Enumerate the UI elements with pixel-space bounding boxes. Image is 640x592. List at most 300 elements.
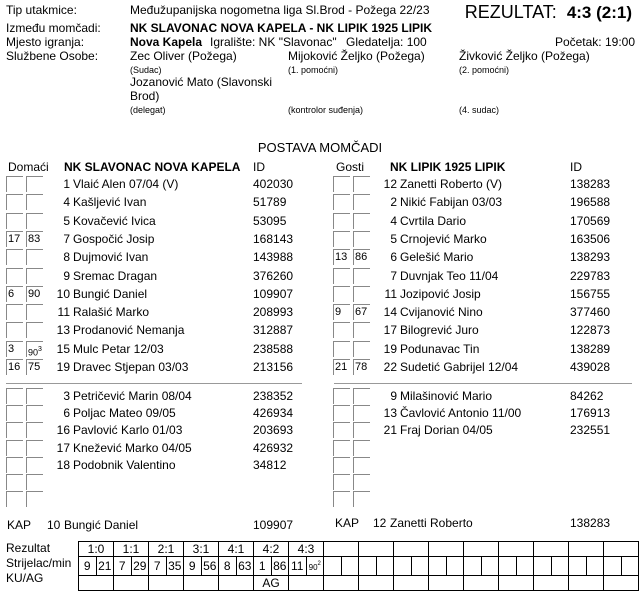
- goal-score: [429, 542, 464, 557]
- minute-box-b: [353, 405, 370, 421]
- player-id: 402030: [253, 177, 294, 191]
- minute-box-b: 83: [26, 231, 43, 247]
- goal-minute: [551, 557, 569, 576]
- minute-box-a: [333, 213, 350, 229]
- goal-score: 1:0: [79, 542, 114, 557]
- minute-box-a: [333, 286, 350, 302]
- player-number: 17: [56, 440, 70, 455]
- goal-scorer: 8: [219, 557, 237, 576]
- goal-score: 3:1: [184, 542, 219, 557]
- minute-box-b: [26, 388, 43, 404]
- player-id: 376260: [253, 268, 294, 283]
- minute-box-b: [26, 194, 43, 210]
- player-number: 15: [56, 341, 70, 356]
- minute-box-b: 90: [26, 286, 43, 302]
- player-name: Vlaić Alen 07/04 (V): [73, 177, 179, 191]
- minute-box-b: [26, 457, 43, 473]
- goal-score: [324, 542, 359, 557]
- minute-box-b: 67: [353, 304, 370, 320]
- player-row: [333, 303, 633, 321]
- player-row: [6, 340, 306, 358]
- away-id-header: ID: [570, 160, 582, 174]
- goal-scorer: [499, 557, 517, 576]
- player-number: 6: [63, 406, 70, 421]
- player-number: 9: [63, 268, 70, 283]
- player-name: Pavlović Karlo 01/03: [73, 423, 183, 438]
- player-number: 12: [383, 177, 397, 191]
- player-name: Kovačević Ivica: [73, 213, 156, 228]
- goal-minute: [306, 557, 324, 576]
- player-id: 196588: [570, 195, 611, 210]
- player-id: 439028: [570, 360, 611, 374]
- player-number: 13: [383, 406, 397, 421]
- player-row: [6, 230, 306, 248]
- scorer-row-label: Strijelac/min: [6, 556, 72, 570]
- goal-score: [464, 542, 499, 557]
- goal-scorer: [429, 557, 447, 576]
- minute-box-a: [333, 474, 350, 490]
- player-id: 377460: [570, 305, 611, 320]
- player-id: 238352: [253, 389, 294, 403]
- goal-scorer: 1: [254, 557, 272, 576]
- venue-label: Mjesto igranja:: [6, 35, 85, 49]
- minute-box-a: [333, 422, 350, 438]
- minute-box-a: [333, 440, 350, 456]
- player-name: Poljac Mateo 09/05: [73, 406, 176, 421]
- player-number: 1: [63, 177, 70, 191]
- player-id: 138289: [570, 341, 611, 356]
- player-row: [333, 421, 633, 439]
- goal-scorer: [604, 557, 622, 576]
- player-number: 7: [390, 268, 397, 283]
- player-number: 17: [383, 323, 397, 338]
- goal-note: [79, 576, 114, 591]
- player-id: 156755: [570, 286, 611, 301]
- minute-box-a: [6, 176, 23, 192]
- minute-box-a: [6, 457, 23, 473]
- player-number: 10: [56, 286, 70, 301]
- player-id: 213156: [253, 360, 294, 374]
- match-type-label: Tip utakmice:: [6, 3, 77, 17]
- minute-box-a: [6, 194, 23, 210]
- player-number: 8: [63, 250, 70, 265]
- away-divider: [334, 383, 632, 384]
- minute-box-a: [6, 249, 23, 265]
- official-delegate-role: (delegat): [130, 105, 166, 115]
- minute-box-b: [26, 341, 43, 357]
- player-name: Kašljević Ivan: [73, 195, 147, 210]
- goal-minute: [516, 557, 534, 576]
- official-controller-role: (kontrolor suđenja): [288, 105, 364, 115]
- player-number: 22: [383, 360, 397, 374]
- player-name: Čavlović Antonio 11/00: [400, 406, 522, 421]
- minute-box-b: [353, 457, 370, 473]
- player-id: 238588: [253, 341, 294, 356]
- away-captain-number: 12: [373, 516, 387, 530]
- minute-box-b: [353, 231, 370, 247]
- minute-box-b: [26, 268, 43, 284]
- goal-scorer: [394, 557, 412, 576]
- player-row: [333, 439, 633, 457]
- goal-minute: [621, 557, 639, 576]
- player-id: 51789: [253, 195, 287, 210]
- minute-box-a: [6, 405, 23, 421]
- player-number: 11: [57, 305, 70, 320]
- player-name: Milašinović Mario: [400, 389, 493, 403]
- minute-box-b: 86: [353, 249, 370, 265]
- player-row: [6, 456, 306, 474]
- player-id: 138283: [570, 177, 611, 191]
- score-row-label: Rezultat: [6, 541, 51, 555]
- player-number: 6: [390, 250, 397, 265]
- goal-score: 4:2: [254, 542, 289, 557]
- player-row: [6, 421, 306, 439]
- minute-box-a: [333, 322, 350, 338]
- player-row: [6, 404, 306, 422]
- minute-box-a: 9: [333, 304, 350, 320]
- player-name: Gospočić Josip: [73, 231, 155, 246]
- player-name: Sudetić Gabrijel 12/04: [400, 360, 519, 374]
- goal-minute: [481, 557, 499, 576]
- goal-minute: 21: [96, 557, 114, 576]
- player-row: [333, 321, 633, 339]
- player-name: Podunavac Tin: [400, 341, 480, 356]
- note-row-label: KU/AG: [6, 571, 44, 585]
- goal-score: [499, 542, 534, 557]
- goal-note: [394, 576, 429, 591]
- official-referee: Zec Oliver (Požega): [130, 49, 237, 63]
- goal-scorer: [534, 557, 552, 576]
- goal-minute: 35: [166, 557, 184, 576]
- player-id: 229783: [570, 268, 611, 283]
- player-name: Bilogrević Juro: [400, 323, 479, 338]
- result-label: REZULTAT:: [464, 2, 557, 22]
- minute-extra: 3: [38, 345, 42, 353]
- official-assistant-1: Mijoković Željko (Požega): [288, 49, 425, 63]
- minute-box-a: [6, 422, 23, 438]
- player-row: [6, 212, 306, 230]
- official-delegate: Jozanović Mato (Slavonski: [130, 75, 273, 89]
- player-name: Sremac Dragan: [73, 268, 158, 283]
- away-captain-id: 138283: [570, 516, 611, 530]
- goal-minute: [446, 557, 464, 576]
- minute-box-b: [26, 422, 43, 438]
- minute-box-b: [353, 474, 370, 490]
- player-name: Bungić Daniel: [73, 286, 148, 301]
- goal-note: [359, 576, 394, 591]
- venue-value: Nova Kapela: [130, 35, 203, 49]
- player-row: [333, 358, 633, 376]
- minute-value: 90: [28, 347, 39, 358]
- minute-box-a: [6, 304, 23, 320]
- goal-scorer: 11: [289, 557, 307, 576]
- player-row: [6, 285, 306, 303]
- goal-note: [149, 576, 184, 591]
- player-row: [333, 340, 633, 358]
- result: [465, 2, 632, 23]
- goal-minute: [341, 557, 359, 576]
- minute-box-b: [353, 388, 370, 404]
- home-captain-id: 109907: [253, 518, 294, 532]
- player-row: [333, 387, 633, 405]
- minute-box-a: [333, 388, 350, 404]
- minute-box-b: 78: [353, 359, 370, 375]
- goal-minute: [411, 557, 429, 576]
- player-row: [333, 490, 633, 508]
- minute-box-a: 3: [6, 341, 23, 357]
- minute-box-b: [26, 322, 43, 338]
- goal-note: [324, 576, 359, 591]
- officials-label: Službene Osobe:: [6, 49, 99, 63]
- goals-table: [78, 541, 639, 591]
- kickoff-time: Početak: 19:00: [554, 35, 635, 49]
- official-assistant-2: Živković Željko (Požega): [459, 49, 590, 63]
- goal-score: [569, 542, 604, 557]
- minute-box-a: [333, 405, 350, 421]
- minute-box-b: [353, 194, 370, 210]
- player-number: 2: [390, 195, 397, 210]
- goal-minute-extra: 2: [317, 561, 321, 567]
- official-fourth-role: (4. sudac): [459, 105, 500, 115]
- player-name: Gelešić Mario: [400, 250, 474, 265]
- minute-box-a: [6, 388, 23, 404]
- player-id: 203693: [253, 423, 294, 438]
- player-row: [333, 456, 633, 474]
- player-number: 18: [56, 457, 70, 472]
- goal-note: [604, 576, 639, 591]
- minute-box-a: 16: [6, 359, 23, 375]
- minute-box-b: [26, 440, 43, 456]
- minute-box-b: [353, 491, 370, 507]
- goal-scorer: [464, 557, 482, 576]
- player-number: 19: [383, 341, 397, 356]
- player-number: 16: [56, 423, 70, 438]
- minute-box-a: [6, 440, 23, 456]
- official-delegate-line2: Brod): [130, 89, 160, 103]
- home-captain-name: Bungić Daniel: [64, 518, 139, 532]
- home-id-header: ID: [253, 160, 265, 174]
- player-name: Knežević Marko 04/05: [73, 440, 192, 455]
- minute-box-a: [6, 491, 23, 507]
- player-id: 426934: [253, 406, 294, 421]
- player-name: Crnojević Marko: [400, 231, 487, 246]
- player-name: Fraj Dorian 04/05: [400, 423, 493, 438]
- goal-minute-value: 90: [308, 563, 318, 572]
- minute-box-a: [6, 213, 23, 229]
- player-number: 14: [383, 305, 397, 320]
- player-name: Ralašić Marko: [73, 305, 150, 320]
- goal-minute: 56: [201, 557, 219, 576]
- minute-box-b: [26, 474, 43, 490]
- player-row: [6, 303, 306, 321]
- official-assistant-2-role: (2. pomoćni): [459, 65, 510, 75]
- player-row: [333, 473, 633, 491]
- player-id: 312887: [253, 323, 294, 338]
- lineup-title: POSTAVA MOMČADI: [257, 140, 383, 155]
- minute-box-a: [333, 194, 350, 210]
- player-number: 13: [56, 323, 70, 338]
- player-row: [6, 248, 306, 266]
- player-row: [333, 267, 633, 285]
- minute-box-b: [26, 491, 43, 507]
- player-row: [6, 490, 306, 508]
- player-name: Nikić Fabijan 03/03: [400, 195, 503, 210]
- spectators: Gledatelja: 100: [346, 35, 427, 49]
- player-name: Cvijanović Nino: [400, 305, 483, 320]
- player-name: Jozipović Josip: [400, 286, 481, 301]
- goal-score: [359, 542, 394, 557]
- official-assistant-1-role: (1. pomoćni): [288, 65, 339, 75]
- minute-box-a: 13: [333, 249, 350, 265]
- home-team-name: NK SLAVONAC NOVA KAPELA: [64, 160, 241, 174]
- player-id: 84262: [570, 389, 604, 403]
- player-id: 109907: [253, 286, 294, 301]
- player-id: 143988: [253, 250, 294, 265]
- player-id: 170569: [570, 213, 611, 228]
- goal-score: 2:1: [149, 542, 184, 557]
- minute-box-b: [353, 268, 370, 284]
- player-number: 19: [56, 360, 70, 374]
- player-id: 138293: [570, 250, 611, 265]
- goal-note: [569, 576, 604, 591]
- teams-value: NK SLAVONAC NOVA KAPELA - NK LIPIK 1925 LIPIK: [130, 21, 433, 35]
- minute-box-b: [26, 249, 43, 265]
- result-value: 4:3 (2:1): [566, 3, 632, 22]
- minute-box-a: [6, 268, 23, 284]
- goal-note: [114, 576, 149, 591]
- minute-box-a: [333, 341, 350, 357]
- goal-score: 4:3: [289, 542, 324, 557]
- goal-minute: [376, 557, 394, 576]
- goal-note: AG: [254, 576, 289, 591]
- player-row: [6, 387, 306, 405]
- minute-box-b: [26, 304, 43, 320]
- player-name: Prodanović Nemanja: [73, 323, 185, 338]
- minute-box-a: 6: [6, 286, 23, 302]
- goal-minute: 29: [131, 557, 149, 576]
- player-number: 5: [390, 231, 397, 246]
- minute-box-b: [353, 176, 370, 192]
- goal-note: [219, 576, 254, 591]
- teams-label: Između momčadi:: [6, 21, 101, 35]
- home-captain-label: KAP: [7, 518, 32, 532]
- player-name: Dravec Stjepan 03/03: [73, 360, 189, 374]
- goal-score: 4:1: [219, 542, 254, 557]
- pitch: Igralište: NK "Slavonac": [210, 35, 337, 49]
- minute-box-b: [26, 405, 43, 421]
- minute-box-a: 21: [333, 359, 350, 375]
- player-name: Podobnik Valentino: [73, 457, 176, 472]
- goal-scorer: 9: [184, 557, 202, 576]
- player-id: 176913: [570, 406, 611, 421]
- player-number: 21: [383, 423, 397, 438]
- goal-score: [394, 542, 429, 557]
- player-row: [6, 175, 306, 193]
- player-number: 3: [63, 389, 70, 403]
- minute-box-b: [353, 341, 370, 357]
- goal-scorer: [359, 557, 377, 576]
- official-referee-role: (Sudac): [130, 65, 162, 75]
- goal-note: [184, 576, 219, 591]
- minute-box-b: [26, 213, 43, 229]
- player-row: [6, 439, 306, 457]
- player-id: 426932: [253, 440, 294, 455]
- goal-note: [429, 576, 464, 591]
- player-id: 53095: [253, 213, 287, 228]
- player-row: [6, 193, 306, 211]
- goal-score: [534, 542, 569, 557]
- player-row: [333, 230, 633, 248]
- goal-scorer: 9: [79, 557, 97, 576]
- match-type-value: Međužupanijska nogometna liga Sl.Brod - Požega 22/23: [130, 3, 430, 17]
- goal-minute: [586, 557, 604, 576]
- player-id: 168143: [253, 231, 294, 246]
- goal-note: [289, 576, 324, 591]
- minute-box-a: 17: [6, 231, 23, 247]
- player-name: Petričević Marin 08/04: [73, 389, 192, 403]
- player-row: [333, 175, 633, 193]
- away-captain-name: Zanetti Roberto: [390, 516, 473, 530]
- minute-box-b: 75: [26, 359, 43, 375]
- player-number: 4: [390, 213, 397, 228]
- minute-box-a: [333, 491, 350, 507]
- goal-minute: 63: [236, 557, 254, 576]
- goal-score: 1:1: [114, 542, 149, 557]
- player-id: 208993: [253, 305, 294, 320]
- player-number: 4: [63, 195, 70, 210]
- minute-box-b: [353, 213, 370, 229]
- goal-note: [464, 576, 499, 591]
- player-row: [333, 212, 633, 230]
- minute-box-a: [6, 474, 23, 490]
- player-name: Duvnjak Teo 11/04: [400, 268, 499, 283]
- player-row: [333, 285, 633, 303]
- player-row: [6, 267, 306, 285]
- minute-box-b: [26, 176, 43, 192]
- player-id: 163506: [570, 231, 611, 246]
- player-row: [6, 321, 306, 339]
- player-name: Cvrtila Dario: [400, 213, 467, 228]
- player-row: [333, 248, 633, 266]
- minute-box-a: [6, 322, 23, 338]
- goal-score: [604, 542, 639, 557]
- minute-box-a: [333, 457, 350, 473]
- player-number: 7: [63, 231, 70, 246]
- goal-scorer: 7: [149, 557, 167, 576]
- goal-scorer: 7: [114, 557, 132, 576]
- home-divider: [6, 383, 302, 384]
- player-row: [333, 404, 633, 422]
- player-row: [6, 358, 306, 376]
- minute-box-b: [353, 322, 370, 338]
- minute-box-a: [333, 176, 350, 192]
- player-name: Mulc Petar 12/03: [73, 341, 164, 356]
- goal-scorer: [324, 557, 342, 576]
- away-team-name: NK LIPIK 1925 LIPIK: [390, 160, 506, 174]
- goal-note: [499, 576, 534, 591]
- player-number: 11: [384, 286, 397, 301]
- minute-box-a: [333, 268, 350, 284]
- player-number: 9: [390, 389, 397, 403]
- player-id: 232551: [570, 423, 611, 438]
- away-side-label: Gosti: [336, 160, 365, 174]
- home-captain-number: 10: [47, 518, 61, 532]
- player-id: 122873: [570, 323, 611, 338]
- player-row: [333, 193, 633, 211]
- away-captain-label: KAP: [335, 516, 360, 530]
- home-side-label: Domaći: [8, 160, 49, 174]
- player-row: [6, 473, 306, 491]
